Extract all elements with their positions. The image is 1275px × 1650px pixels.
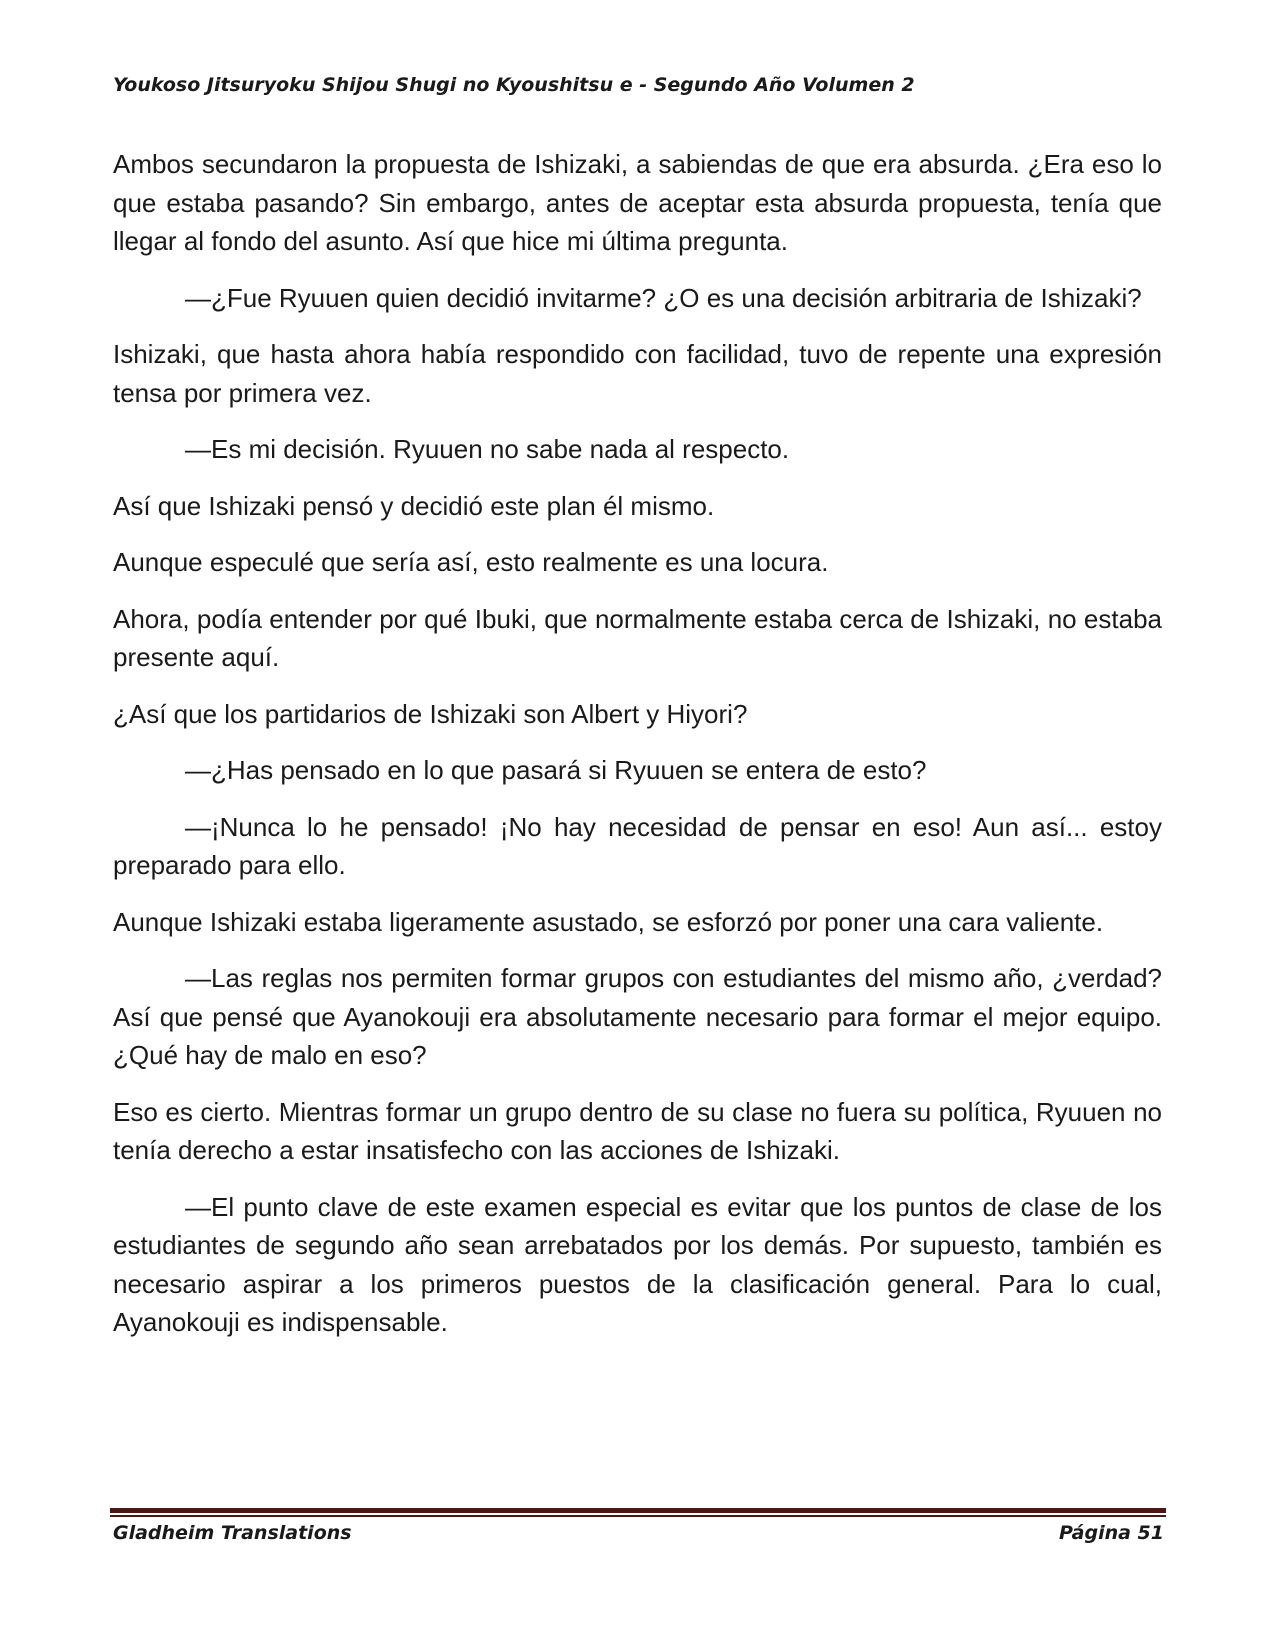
dialogue-paragraph: —Es mi decisión. Ryuuen no sabe nada al respecto. [185, 434, 790, 464]
paragraph: Aunque especulé que sería así, esto realmente es una locura. [113, 547, 829, 577]
paragraph: Eso es cierto. Mientras formar un grupo dentro de su clase no fuera su política, Ryuuen no tenía derecho a estar insatisfecho con las acciones de Ishizaki. [113, 1096, 1162, 1165]
page-number: Página 51 [1058, 1522, 1164, 1544]
footer-credit: Gladheim Translations [113, 1522, 352, 1544]
body-text [113, 145, 1162, 1360]
dialogue-paragraph: —¿Has pensado en lo que pasará si Ryuuen se entera de esto? [185, 755, 927, 785]
paragraph: ¿Así que los partidarios de Ishizaki son Albert y Hiyori? [113, 698, 748, 729]
footer-divider-thick [110, 1508, 1166, 1513]
paragraph: Así que Ishizaki pensó y decidió este plan él mismo. [113, 490, 715, 521]
paragraph: Aunque Ishizaki estaba ligeramente asustado, se esforzó por poner una cara valiente. [113, 906, 1104, 937]
dialogue-paragraph: —El punto clave de este examen especial es evitar que los puntos de clase de los estudiantes de segundo año sean arrebatados por los demás. Por supuesto, también es necesario aspirar a los primeros puestos de la clasificación general. Para lo cual, Ayanokouji es indispensable. [113, 1191, 1162, 1337]
paragraph: Ahora, podía entender por qué Ibuki, que normalmente estaba cerca de Ishizaki, no estaba presente aquí. [113, 603, 1162, 672]
paragraph: Ambos secundaron la propuesta de Ishizaki, a sabiendas de que era absurda. ¿Era eso lo que estaba pasando? Sin embargo, antes de aceptar esta absurda propuesta, tenía que llegar al fondo del asunto. Así que hice mi última pregunta. [113, 149, 1162, 256]
dialogue-paragraph: —Las reglas nos permiten formar grupos con estudiantes del mismo año, ¿verdad? Así que pensé que Ayanokouji era absolutamente necesario para formar el mejor equipo. ¿Qué hay de malo en eso? [113, 963, 1162, 1070]
running-header: Youkoso Jitsuryoku Shijou Shugi no Kyoushitsu e - Segundo Año Volumen 2 [113, 74, 915, 96]
dialogue-paragraph: —¡Nunca lo he pensado! ¡No hay necesidad de pensar en eso! Aun así... estoy preparado para ello. [113, 811, 1162, 880]
paragraph: Ishizaki, que hasta ahora había respondido con facilidad, tuvo de repente una expresión tensa por primera vez. [113, 339, 1162, 408]
footer-divider-thin [110, 1515, 1166, 1517]
dialogue-paragraph: —¿Fue Ryuuen quien decidió invitarme? ¿O es una decisión arbitraria de Ishizaki? [185, 282, 1142, 313]
